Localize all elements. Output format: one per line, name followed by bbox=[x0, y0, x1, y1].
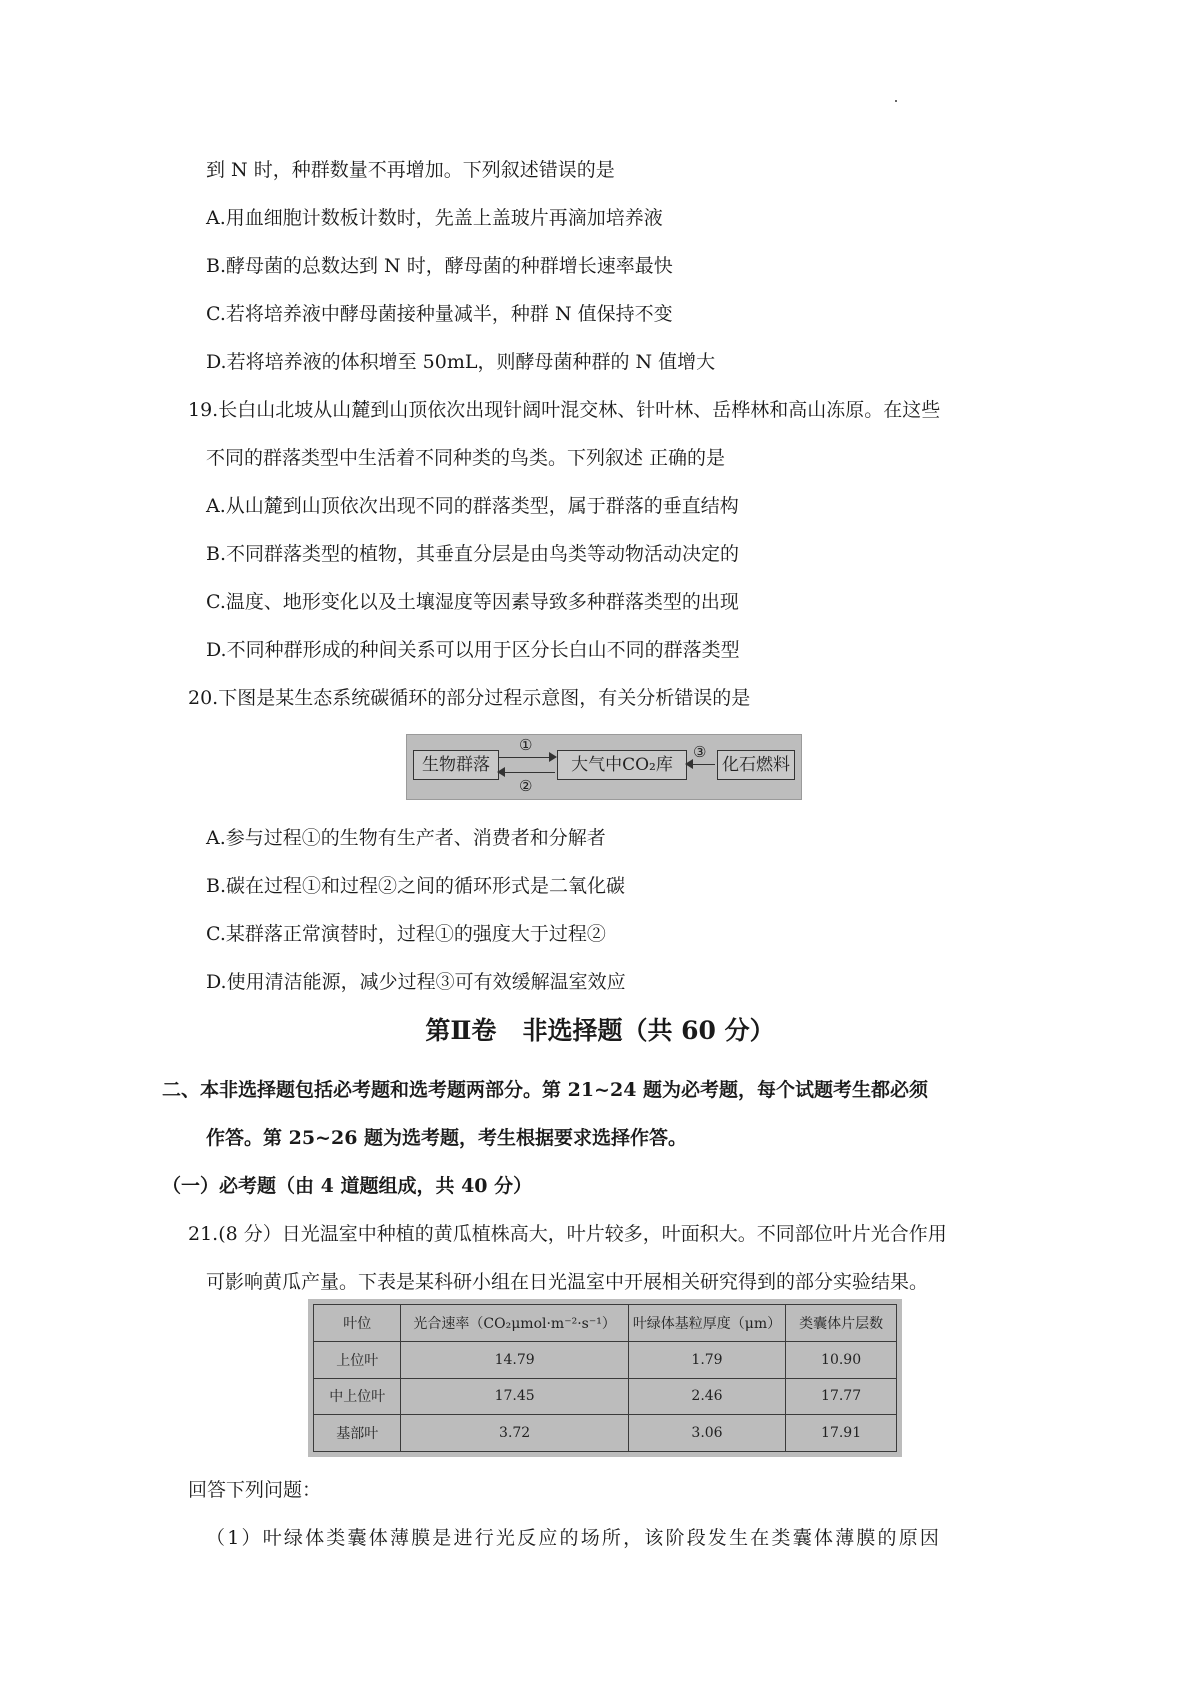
table-row bbox=[314, 1341, 897, 1378]
q19-stem-line2: 不同的群落类型中生活着不同种类的鸟类。下列叙述 正确的是 bbox=[206, 447, 726, 469]
q21-stem-line1: 21.(8 分）日光温室中种植的黄瓜植株高大，叶片较多，叶面积大。不同部位叶片光合作用 bbox=[188, 1223, 947, 1245]
header-photosynthesis-rate: 光合速率（CO₂μmol·m⁻²·s⁻¹） bbox=[401, 1305, 628, 1342]
leaf-data-table bbox=[308, 1299, 902, 1457]
cell-leaf: 基部叶 bbox=[314, 1415, 401, 1452]
q21-stem-line2: 可影响黄瓜产量。下表是某科研小组在日光温室中开展相关研究得到的部分实验结果。 bbox=[206, 1271, 929, 1293]
section-2-intro-line1: 二、本非选择题包括必考题和选考题两部分。第 21~24 题为必考题，每个试题考生都必须 bbox=[162, 1079, 929, 1101]
q21-subquestion-1: （1）叶绿体类囊体薄膜是进行光反应的场所，该阶段发生在类囊体薄膜的原因 bbox=[206, 1527, 942, 1549]
q19-option-b: B.不同群落类型的植物，其垂直分层是由鸟类等动物活动决定的 bbox=[206, 543, 740, 565]
section-2-subheading: （一）必考题（由 4 道题组成，共 40 分） bbox=[162, 1175, 533, 1197]
cell-leaf: 上位叶 bbox=[314, 1341, 401, 1378]
q19-stem-line1: 19.长白山北坡从山麓到山顶依次出现针阔叶混交林、针叶林、岳桦林和高山冻原。在这些 bbox=[188, 399, 941, 421]
carbon-cycle-figure bbox=[406, 734, 802, 800]
arrow-process-1 bbox=[499, 757, 555, 758]
table-header-row bbox=[314, 1305, 897, 1342]
cell-rate: 14.79 bbox=[401, 1341, 628, 1378]
header-grana-thickness: 叶绿体基粒厚度（μm） bbox=[628, 1305, 785, 1342]
cell-layers: 17.77 bbox=[786, 1378, 897, 1415]
arrow-process-2 bbox=[499, 772, 555, 773]
cell-thickness: 1.79 bbox=[628, 1341, 785, 1378]
section-2-title-part-a: 第Ⅱ卷 bbox=[425, 1016, 497, 1045]
q18-option-a: A.用血细胞计数板计数时，先盖上盖玻片再滴加培养液 bbox=[206, 207, 663, 229]
q21-answer-prompt: 回答下列问题： bbox=[188, 1479, 322, 1501]
q18-option-d: D.若将培养液的体积增至 50mL，则酵母菌种群的 N 值增大 bbox=[206, 351, 716, 373]
q20-option-b: B.碳在过程①和过程②之间的循环形式是二氧化碳 bbox=[206, 875, 626, 897]
q20-option-c: C.某群落正常演替时，过程①的强度大于过程② bbox=[206, 923, 606, 945]
cell-thickness: 3.06 bbox=[628, 1415, 785, 1452]
q18-option-c: C.若将培养液中酵母菌接种量减半，种群 N 值保持不变 bbox=[206, 303, 673, 325]
q19-option-d: D.不同种群形成的种间关系可以用于区分长白山不同的群落类型 bbox=[206, 639, 740, 661]
cell-rate: 3.72 bbox=[401, 1415, 628, 1452]
label-process-1: ① bbox=[519, 736, 533, 754]
box-biological-community: 生物群落 bbox=[413, 750, 499, 780]
cell-layers: 10.90 bbox=[786, 1341, 897, 1378]
cell-layers: 17.91 bbox=[786, 1415, 897, 1452]
cell-leaf: 中上位叶 bbox=[314, 1378, 401, 1415]
q19-option-a: A.从山麓到山顶依次出现不同的群落类型，属于群落的垂直结构 bbox=[206, 495, 739, 517]
scan-speck bbox=[895, 100, 897, 102]
q18-stem-tail: 到 N 时，种群数量不再增加。下列叙述错误的是 bbox=[206, 159, 615, 181]
arrow-process-3 bbox=[687, 764, 715, 765]
label-process-3: ③ bbox=[693, 743, 707, 761]
cell-rate: 17.45 bbox=[401, 1378, 628, 1415]
q19-option-c: C.温度、地形变化以及土壤湿度等因素导致多种群落类型的出现 bbox=[206, 591, 739, 613]
label-process-2: ② bbox=[519, 777, 533, 795]
section-2-title-part-b: 非选择题（共 60 分） bbox=[522, 1016, 775, 1045]
q20-option-d: D.使用清洁能源，减少过程③可有效缓解温室效应 bbox=[206, 971, 626, 993]
header-thylakoid-layers: 类囊体片层数 bbox=[786, 1305, 897, 1342]
q18-option-b: B.酵母菌的总数达到 N 时，酵母菌的种群增长速率最快 bbox=[206, 255, 673, 277]
box-atmospheric-co2-pool: 大气中CO₂库 bbox=[557, 750, 687, 780]
section-2-intro-line2: 作答。第 25~26 题为选考题，考生根据要求选择作答。 bbox=[206, 1127, 688, 1149]
box-fossil-fuel: 化石燃料 bbox=[717, 750, 795, 780]
cell-thickness: 2.46 bbox=[628, 1378, 785, 1415]
table-row bbox=[314, 1415, 897, 1452]
q20-option-a: A.参与过程①的生物有生产者、消费者和分解者 bbox=[206, 827, 606, 849]
table-row bbox=[314, 1378, 897, 1415]
q20-stem: 20.下图是某生态系统碳循环的部分过程示意图，有关分析错误的是 bbox=[188, 687, 751, 709]
section-2-title bbox=[0, 1014, 1200, 1048]
header-leaf-position: 叶位 bbox=[314, 1305, 401, 1342]
